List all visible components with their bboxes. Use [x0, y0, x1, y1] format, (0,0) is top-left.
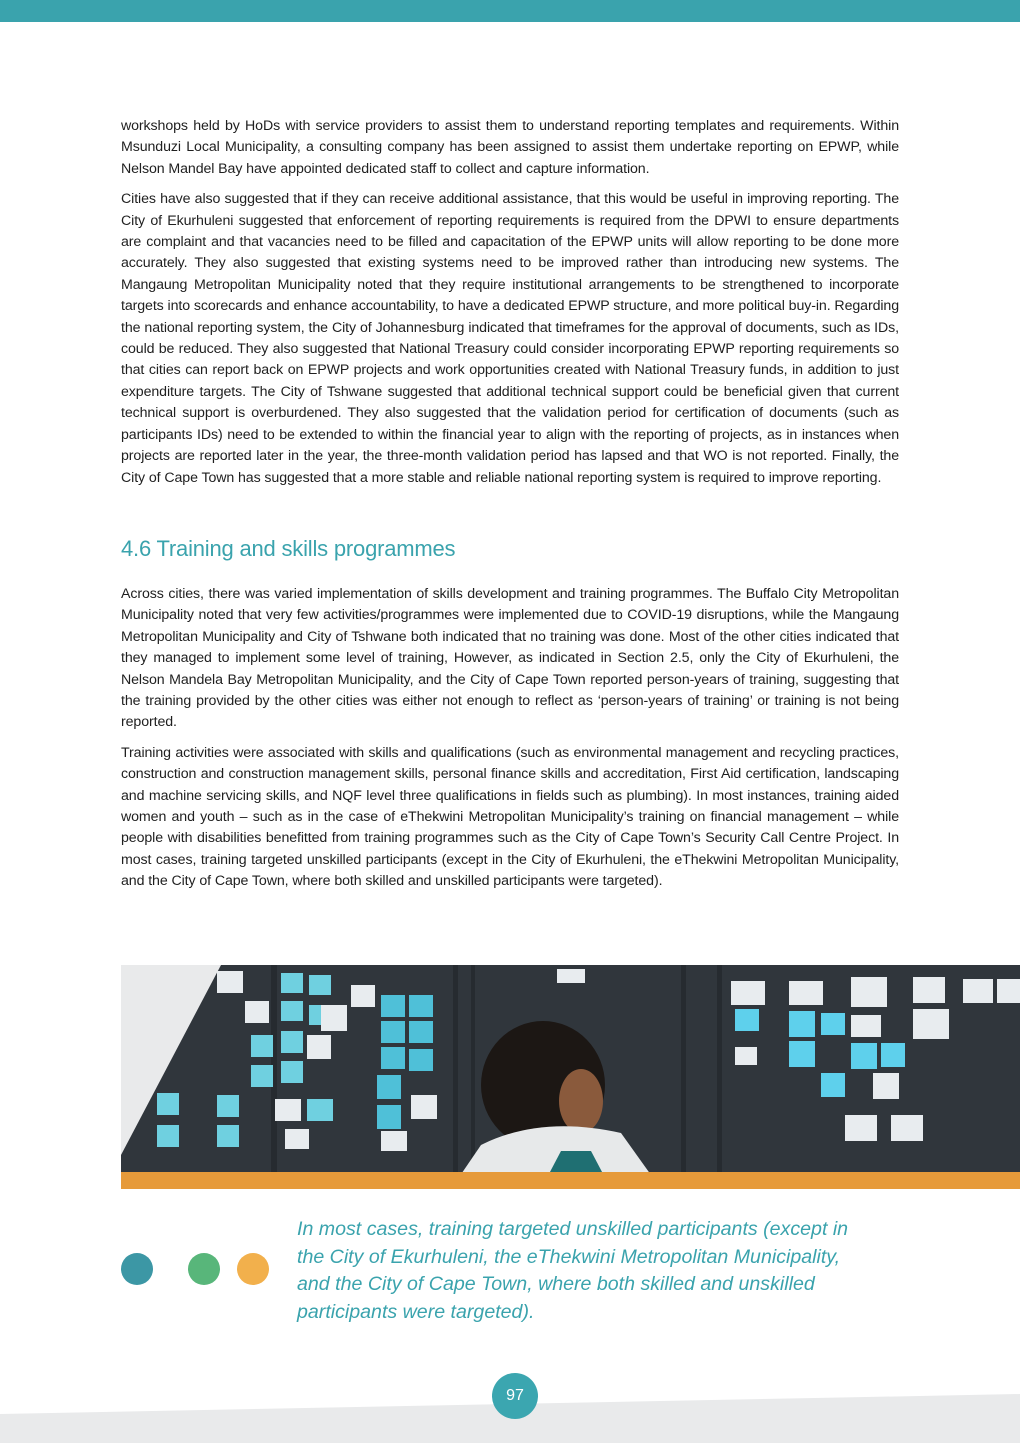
- decorative-dot-blue: [121, 1253, 153, 1285]
- page-number: 97: [492, 1373, 538, 1419]
- paragraph: Cities have also suggested that if they can receive additional assistance, that this would be useful in improving reporting. The City of Ekurhuleni suggested that enforcement of reporting requirements is required from the DPWI to ensure departments are complaint and that vacancies need to be filled and capacitation of the EPWP units will allow reporting to be done more accurately. They also suggested that existing systems need to be improved rather than introducing new systems. The Mangaung Metropolitan Municipality noted that they require institutional arrangements to be strengthened to incorporate targets into scorecards and enhance accountability, to have a dedicated EPWP structure, and more political buy-in. Regarding the national reporting system, the City of Johannesburg indicated that timeframes for the approval of documents, such as IDs, could be reduced. They also suggested that National Treasury could consider incorporating EPWP reporting requirements so that cities can report back on EPWP projects and work opportunities created with National Treasury funds, in addition to just expenditure targets. The City of Tshwane suggested that additional technical support could be beneficial given that current technical support is overburdened. They also suggested that the validation period for certification of documents (such as participants IDs) need to be extended to within the financial year to align with the reporting of projects, as in instances when projects are reported later in the year, the three-month validation period has lapsed and that WO is not reported. Finally, the City of Cape Town has suggested that a more stable and reliable national reporting system is required to improve reporting.: [121, 191, 899, 486]
- body-text-top: [121, 116, 899, 498]
- body-text-section: [121, 584, 899, 902]
- photo-woman-at-sticky-note-board: [121, 965, 1020, 1189]
- section-heading: 4.6 Training and skills programmes: [121, 536, 456, 561]
- decorative-dot-green: [188, 1253, 220, 1285]
- paragraph: Training activities were associated with skills and qualifications (such as environmental management and recycling practices, construction and construction management skills, personal finance skills and accreditation, First Aid certification, landscaping and machine servicing skills, and NQF level three qualifications in fields such as plumbing). In most instances, training aided women and youth – such as in the case of eThekwini Metropolitan Municipality’s training on financial management – while people with disabilities benefitted from training programmes such as the City of Cape Town’s Security Call Centre Project. In most cases, training targeted unskilled participants (except in the City of Ekurhuleni, the eThekwini Metropolitan Municipality, and the City of Cape Town, where both skilled and unskilled participants were targeted).: [121, 744, 899, 890]
- decorative-dot-orange: [237, 1253, 269, 1285]
- pull-quote: In most cases, training targeted unskilled participants (except in the City of Ekurhuleni, the eThekwini Metropolitan Municipality, and the City of Cape Town, where both skilled and unskilled participants were targeted).: [297, 1218, 849, 1323]
- paragraph: Across cities, there was varied implementation of skills development and training programmes. The Buffalo City Metropolitan Municipality noted that very few activities/programmes were implemented due to COVID-19 disruptions, while the Mangaung Metropolitan Municipality and City of Tshwane both indicated that no training was done. Most of the other cities indicated that they managed to implement some level of training, However, as indicated in Section 2.5, only the City of Ekurhuleni, the Nelson Mandela Bay Metropolitan Municipality, and the City of Cape Town reported person-years of training, suggesting that the training provided by the other cities was either not enough to reflect as ‘person-years of training’ or training is not being reported.: [121, 586, 899, 731]
- paragraph: workshops held by HoDs with service providers to assist them to understand reporting templates and requirements. Within Msunduzi Local Municipality, a consulting company has been assigned to assist them undertake reporting on EPWP, while Nelson Mandel Bay have appointed dedicated staff to collect and capture information.: [121, 118, 899, 177]
- top-accent-bar: [0, 0, 1020, 22]
